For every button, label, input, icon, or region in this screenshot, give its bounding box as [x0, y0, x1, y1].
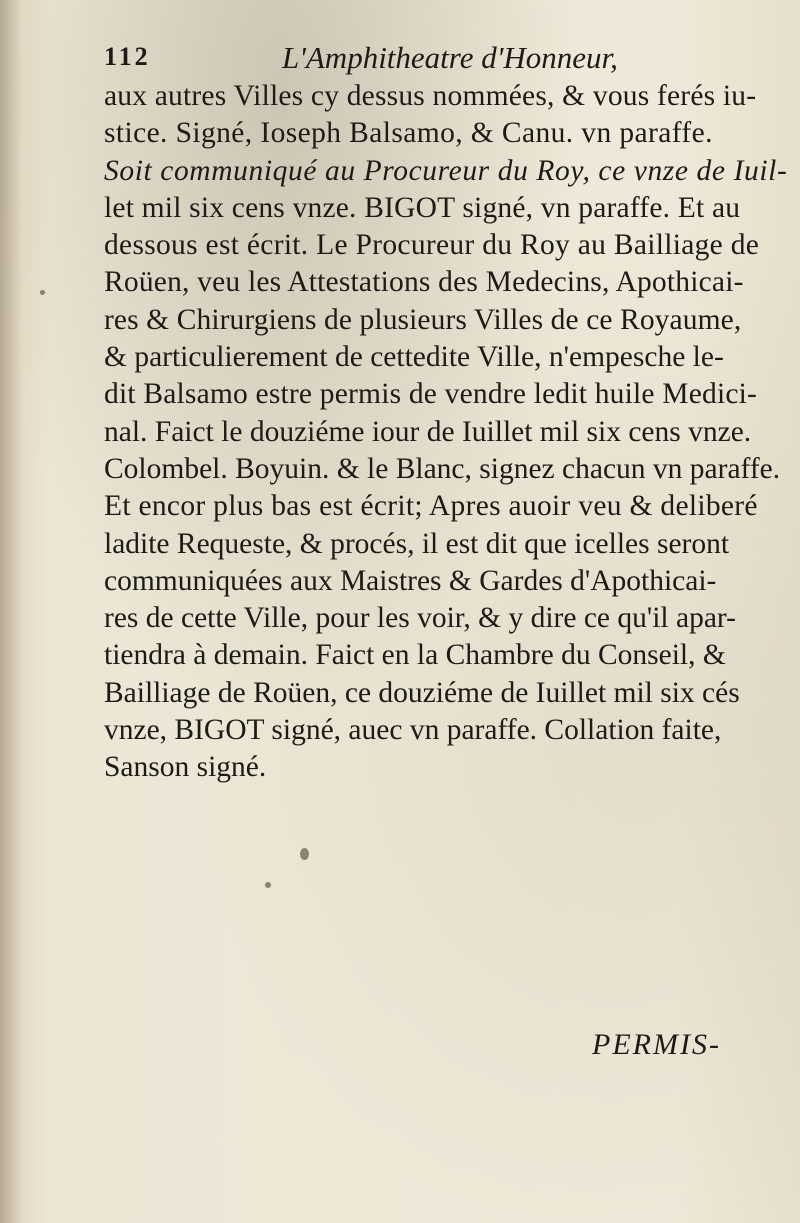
text-line: vnze, BIGOT signé, auec vn paraffe. Collation faite,	[104, 714, 722, 747]
text-line: nal. Faict le douziéme iour de Iuillet mil six cens vnze.	[104, 415, 752, 448]
body-text	[104, 78, 788, 787]
text-line: res & Chirurgiens de plusieurs Villes de ce Royaume,	[104, 303, 742, 336]
text-line: dit Balsamo estre permis de vendre ledit huile Medici-	[104, 378, 758, 411]
text-line: res de cette Ville, pour les voir, & y dire ce qu'il apar-	[104, 602, 736, 635]
text-line: stice. Signé, Ioseph Balsamo, & Canu. vn paraffe.	[104, 117, 713, 150]
text-line: Roüen, veu les Attestations des Medecins, Apothicai-	[104, 266, 744, 299]
text-line: Bailliage de Roüen, ce douziéme de Iuillet mil six cés	[104, 676, 740, 709]
text-line: dessous est écrit. Le Procureur du Roy au Bailliage de	[104, 229, 760, 262]
running-head	[104, 42, 764, 82]
text-line: let mil six cens vnze. BIGOT signé, vn paraffe. Et au	[104, 191, 741, 224]
page-gutter-shadow	[0, 0, 22, 1223]
ink-spot	[40, 290, 45, 295]
text-line: communiquées aux Maistres & Gardes d'Apothicai-	[104, 564, 717, 597]
text-line: Colombel. Boyuin. & le Blanc, signez chacun vn paraffe.	[104, 452, 781, 485]
page-number: 112	[104, 42, 151, 71]
text-line: Et encor plus bas est écrit; Apres auoir veu & deliberé	[104, 490, 758, 523]
text-line: tiendra à demain. Faict en la Chambre du Conseil, &	[104, 639, 726, 672]
running-title: L'Amphitheatre d'Honneur,	[282, 40, 618, 75]
text-line: Sanson signé.	[104, 751, 267, 784]
ink-spot	[300, 848, 309, 860]
ink-spot	[265, 882, 271, 888]
text-line: aux autres Villes cy dessus nommées, & vous ferés iu-	[104, 80, 757, 112]
text-line: Soit communiqué au Procureur du Roy, ce vnze de Iuil-	[104, 154, 788, 187]
text-line: ladite Requeste, & procés, il est dit que icelles seront	[104, 527, 730, 560]
text-line: & particulierement de cettedite Ville, n'empesche le-	[104, 341, 724, 374]
catchword: PERMIS-	[592, 1028, 721, 1061]
